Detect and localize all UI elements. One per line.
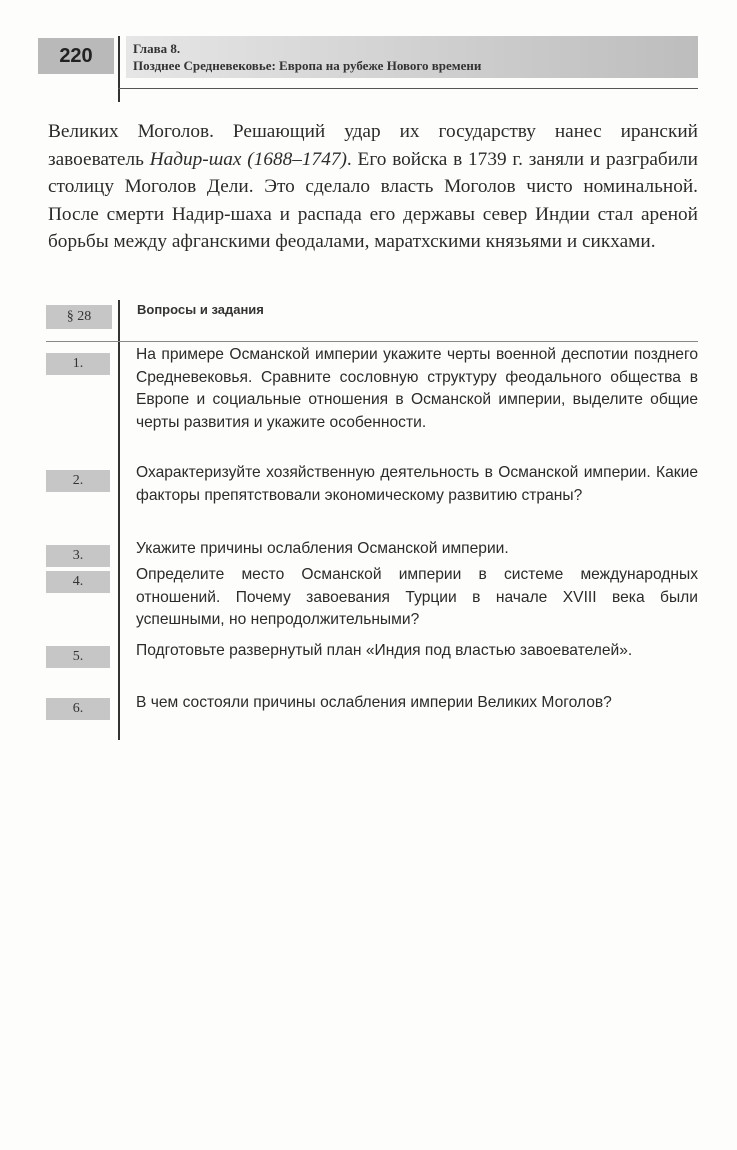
section-badge: § 28 bbox=[46, 305, 112, 329]
page-number: 220 bbox=[38, 38, 114, 74]
tasks-heading: Вопросы и задания bbox=[137, 302, 264, 317]
tasks-divider bbox=[118, 300, 120, 740]
body-text-italic: Надир-шах (1688–1747) bbox=[149, 148, 347, 170]
question-text-5: Подготовьте развернутый план «Индия под властью завоевателей». bbox=[136, 642, 633, 659]
question-number-1: 1. bbox=[46, 353, 110, 375]
question-text-3: Укажите причины ослабления Османской империи. bbox=[136, 540, 509, 557]
tasks-rule bbox=[46, 341, 698, 342]
question-text-4: Определите место Османской империи в системе международных отношений. Почему завоевания Турции в начале XVIII века были успешными, но непродолжительными? bbox=[136, 566, 698, 629]
question-number-2: 2. bbox=[46, 470, 110, 492]
body-text-start: Великих Моголов. Решающий удар их государству нанес иранский завоеватель bbox=[48, 121, 698, 170]
header-rule bbox=[118, 88, 698, 89]
question-number-6: 6. bbox=[46, 698, 110, 720]
question-number-5: 5. bbox=[46, 646, 110, 668]
question-number-4: 4. bbox=[46, 571, 110, 593]
header-divider bbox=[118, 36, 120, 102]
question-text-2: Охарактеризуйте хозяйственную деятельность в Османской империи. Какие факторы препятствовали экономическому развитию страны? bbox=[136, 464, 698, 504]
chapter-label: Глава 8. bbox=[133, 41, 181, 56]
question-number-3: 3. bbox=[46, 545, 110, 567]
chapter-title: Позднее Средневековье: Европа на рубеже Нового времени bbox=[133, 58, 482, 73]
body-text-end: . Его войска в 1739 г. заняли и разграбили столицу Моголов Дели. Это сделало власть Моголов чисто номинальной. После смерти Надир-шаха и распада его державы север Индии стал ареной борьбы между афганскими феодалами, маратхскими князьями и сикхами. bbox=[48, 148, 699, 252]
question-text-6: В чем состояли причины ослабления империи Великих Моголов? bbox=[136, 694, 612, 711]
question-text-1: На примере Османской империи укажите черты военной деспотии позднего Средневековья. Сравните сословную структуру феодального общества в Европе и социальные отношения в Османской империи, выделите общие черты развития и укажите особенности. bbox=[136, 346, 698, 431]
body-paragraph bbox=[48, 118, 698, 256]
